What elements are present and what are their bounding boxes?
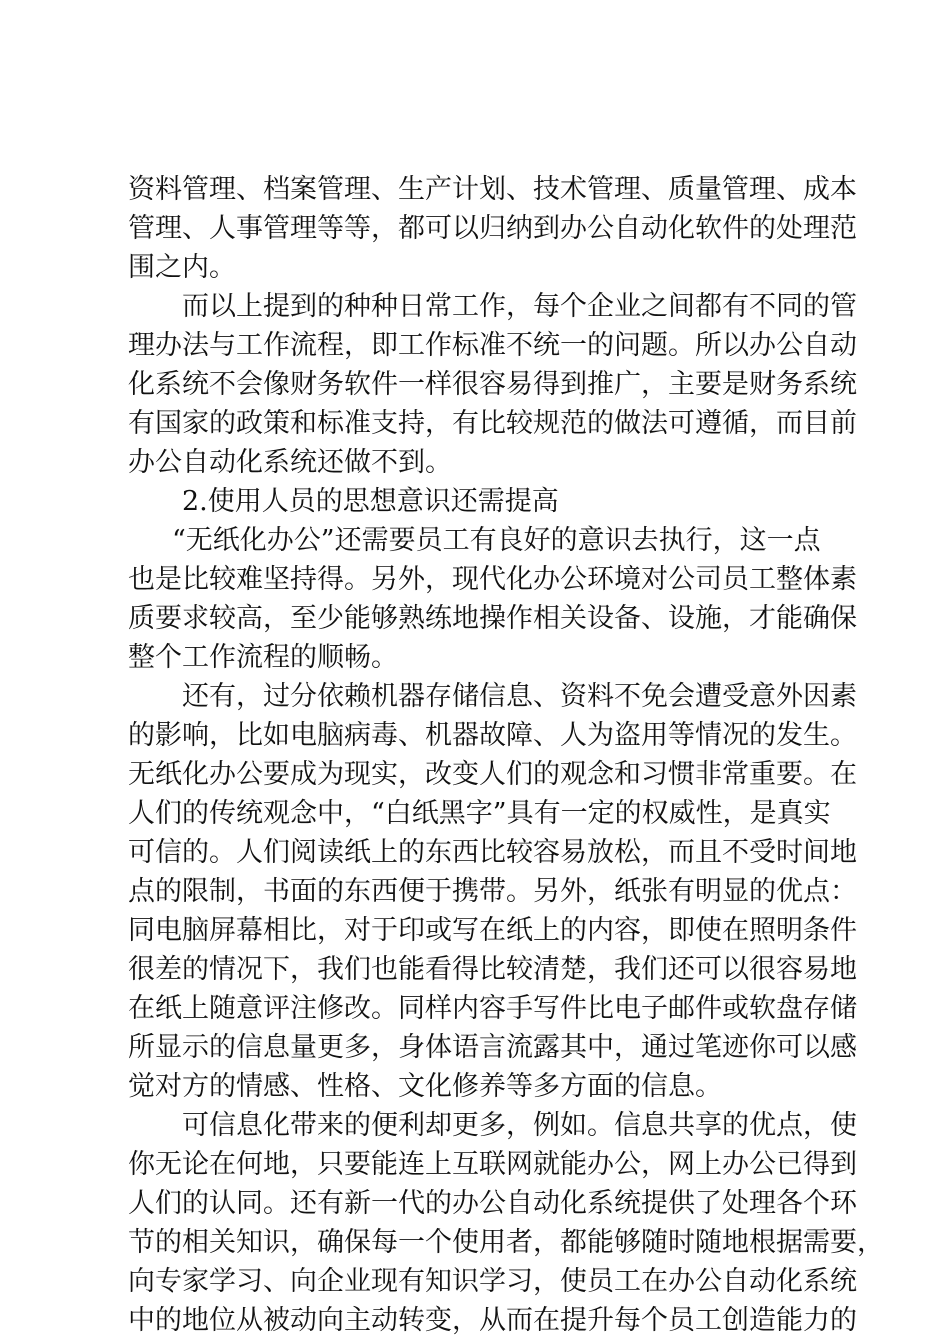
text-line: 所显示的信息量更多，身体语言流露其中，通过笔迹你可以感 <box>128 1032 857 1063</box>
paragraph-first-line: 可信息化带来的便利却更多，例如。信息共享的优点，使 <box>182 1110 857 1141</box>
text-line: 人们的传统观念中，“白纸黑字”具有一定的权威性，是真实 <box>128 798 831 829</box>
text-line: 点的限制，书面的东西便于携带。另外，纸张有明显的优点： <box>128 876 857 907</box>
text-line: 人们的认同。还有新一代的办公自动化系统提供了处理各个环 <box>128 1188 857 1219</box>
text-line: 质要求较高，至少能够熟练地操作相关设备、设施，才能确保 <box>128 603 857 634</box>
text-line: 化系统不会像财务软件一样很容易得到推广，主要是财务系统 <box>128 369 857 400</box>
text-line: 觉对方的情感、性格、文化修养等多方面的信息。 <box>128 1071 722 1102</box>
text-line: 向专家学习、向企业现有知识学习，使员工在办公自动化系统 <box>128 1266 857 1297</box>
text-line: 整个工作流程的顺畅。 <box>128 642 398 673</box>
text-line: 理办法与工作流程，即工作标准不统一的问题。所以办公自动 <box>128 330 857 361</box>
text-line: 同电脑屏幕相比，对于印或写在纸上的内容，即使在照明条件 <box>128 915 857 946</box>
text-line: 你无论在何地，只要能连上互联网就能办公，网上办公已得到 <box>128 1149 857 1180</box>
text-line: 办公自动化系统还做不到。 <box>128 447 452 478</box>
text-line: 资料管理、档案管理、生产计划、技术管理、质量管理、成本 <box>128 174 857 205</box>
text-line: 在纸上随意评注修改。同样内容手写件比电子邮件或软盘存储 <box>128 993 857 1024</box>
paragraph-first-line: 还有，过分依赖机器存储信息、资料不免会遭受意外因素 <box>182 681 857 712</box>
text-line: 也是比较难坚持得。另外，现代化办公环境对公司员工整体素 <box>128 564 857 595</box>
text-line: 中的地位从被动向主动转变，从而在提升每个员工创造能力的 <box>128 1305 857 1336</box>
paragraph-first-line: “无纸化办公”还需要员工有良好的意识去执行，这一点 <box>172 525 821 556</box>
text-line: 可信的。人们阅读纸上的东西比较容易放松，而且不受时间地 <box>128 837 857 868</box>
text-line: 很差的情况下，我们也能看得比较清楚，我们还可以很容易地 <box>128 954 857 985</box>
text-line: 无纸化办公要成为现实，改变人们的观念和习惯非常重要。在 <box>128 759 857 790</box>
section-heading: 2.使用人员的思想意识还需提高 <box>182 486 559 517</box>
text-line: 围之内。 <box>128 252 236 283</box>
text-line: 节的相关知识，确保每一个使用者，都能够随时随地根据需要， <box>128 1227 884 1258</box>
paragraph-first-line: 而以上提到的种种日常工作，每个企业之间都有不同的管 <box>182 291 857 322</box>
text-line: 管理、人事管理等等，都可以归纳到办公自动化软件的处理范 <box>128 213 857 244</box>
text-line: 的影响，比如电脑病毒、机器故障、人为盗用等情况的发生。 <box>128 720 857 751</box>
text-line: 有国家的政策和标准支持，有比较规范的做法可遵循，而目前 <box>128 408 857 439</box>
